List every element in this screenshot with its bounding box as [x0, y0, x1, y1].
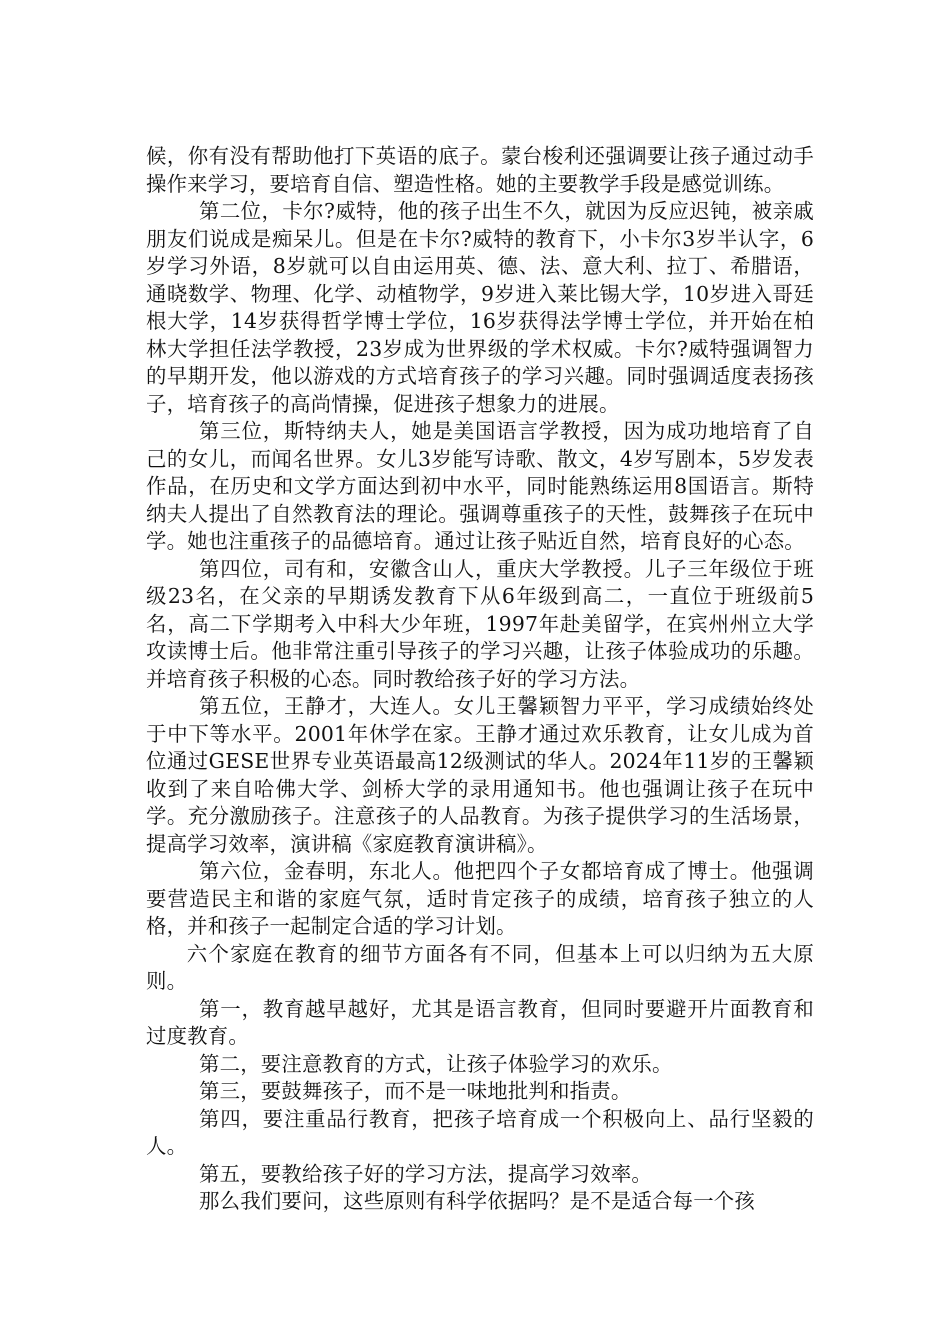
paragraph-principle-1: 第一，教育越早越好，尤其是语言教育，但同时要避开片面教育和过度教育。 — [146, 996, 814, 1048]
paragraph-principle-3: 第三，要鼓舞孩子，而不是一味地批判和指责。 — [199, 1079, 632, 1103]
paragraph-principle-4: 第四，要注重品行教育，把孩子培育成一个积极向上、品行坚毅的人。 — [146, 1106, 814, 1158]
paragraph-continuation: 候，你有没有帮助他打下英语的底子。蒙台梭利还强调要让孩子通过动手操作来学习，要培育自信、塑造性格。她的主要教学手段是感觉训练。 — [146, 144, 814, 196]
paragraph-principle-5: 第五，要教给孩子好的学习方法，提高学习效率。 — [199, 1161, 653, 1186]
paragraph-summary: 六个家庭在教育的细节方面各有不同，但基本上可以归纳为五大原则。 — [146, 941, 814, 993]
paragraph-principle-2: 第二，要注意教育的方式，让孩子体验学习的欢乐。 — [199, 1051, 673, 1076]
document-page — [146, 143, 814, 1216]
paragraph-third-person: 第三位，斯特纳夫人，她是美国语言学教授，因为成功地培育了自己的女儿，而闻名世界。女儿3岁能写诗歌、散文，4岁写剧本，5岁发表作品，在历史和文学方面达到初中水平，同时能熟练运用8国语言。斯特纳夫人提出了自然教育法的理论。强调尊重孩子的天性，鼓舞孩子在玩中学。她也注重孩子的品德培育。通过让孩子贴近自然，培育良好的心态。 — [146, 419, 814, 553]
paragraph-fifth-person: 第五位，王静才，大连人。女儿王馨颖智力平平，学习成绩始终处于中下等水平。2001年休学在家。王静才通过欢乐教育，让女儿成为首位通过GESE世界专业英语最高12级测试的华人。2024年11岁的王馨颖收到了来自哈佛大学、剑桥大学的录用通知书。他也强调让孩子在玩中学。充分激励孩子。注意孩子的人品教育。为孩子提供学习的生活场景，提高学习效率，演讲稿《家庭教育演讲稿》。 — [146, 694, 814, 856]
paragraph-question: 那么我们要问，这些原则有科学依据吗？是不是适合每一个孩 — [199, 1189, 755, 1213]
paragraph-fourth-person: 第四位，司有和，安徽含山人，重庆大学教授。儿子三年级位于班级23名，在父亲的早期诱发教育下从6年级到高二，一直位于班级前5名，高二下学期考入中科大少年班，1997年赴美留学，在宾州州立大学攻读博士后。他非常注重引导孩子的学习兴趣，让孩子体验成功的乐趣。并培育孩子积极的心态。同时教给孩子好的学习方法。 — [146, 556, 814, 691]
paragraph-sixth-person: 第六位，金春明，东北人。他把四个子女都培育成了博士。他强调要营造民主和谐的家庭气氛，适时肯定孩子的成绩，培育孩子独立的人格，并和孩子一起制定合适的学习计划。 — [146, 859, 814, 938]
paragraph-second-person: 第二位，卡尔?威特，他的孩子出生不久，就因为反应迟钝，被亲戚朋友们说成是痴呆儿。但是在卡尔?威特的教育下，小卡尔3岁半认字，6岁学习外语，8岁就可以自由运用英、德、法、意大利、拉丁、希腊语，通晓数学、物理、化学、动植物学，9岁进入莱比锡大学，10岁进入哥廷根大学，14岁获得哲学博士学位，16岁获得法学博士学位，并开始在柏林大学担任法学教授，23岁成为世界级的学术权威。卡尔?威特强调智力的早期开发，他以游戏的方式培育孩子的学习兴趣。同时强调适度表扬孩子，培育孩子的高尚情操，促进孩子想象力的进展。 — [146, 199, 814, 416]
